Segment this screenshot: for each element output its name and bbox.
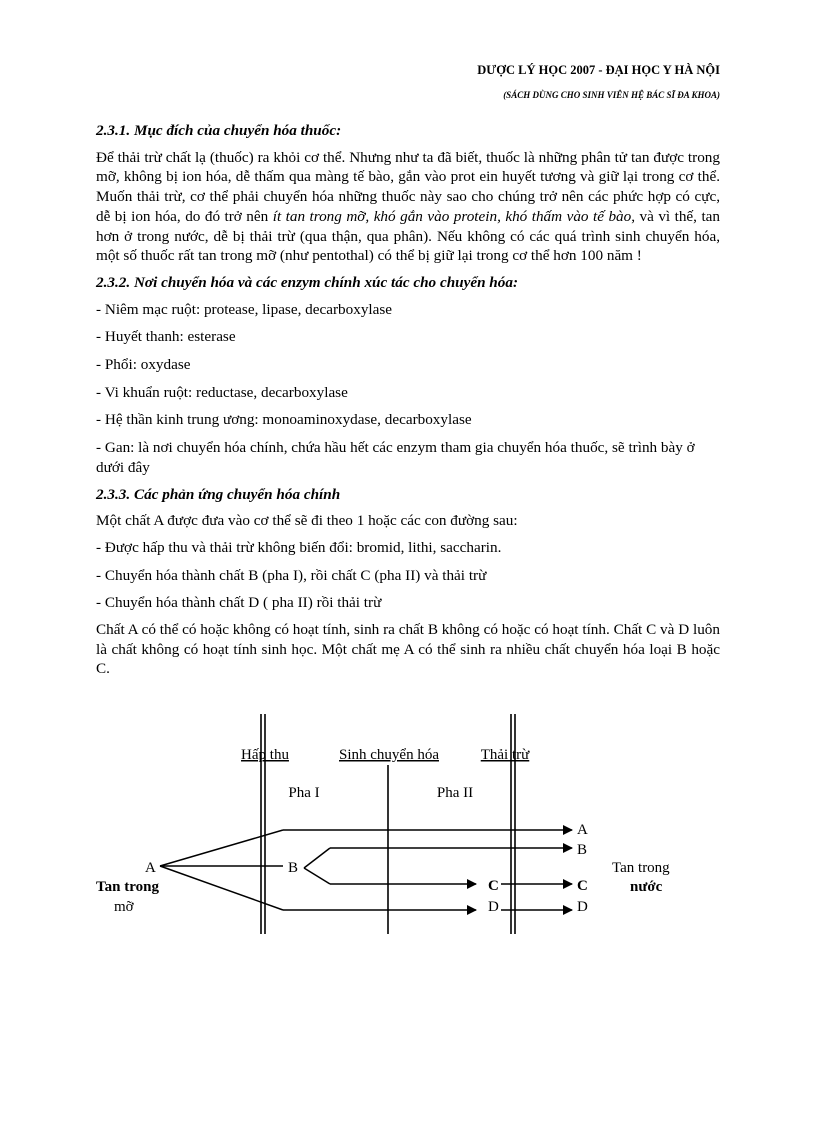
phase-1-label: Pha I (288, 785, 320, 801)
running-header-subtitle: (SÁCH DÙNG CHO SINH VIÊN HỆ BÁC SĨ ĐA KHOA) (503, 90, 720, 100)
list-item: - Gan: là nơi chuyển hóa chính, chứa hầu hết các enzym tham gia chuyển hóa thuốc, sẽ trình bày ở dưới đây (96, 439, 695, 476)
column-label-absorption: Hấp thu (241, 747, 289, 763)
section-heading-sites: 2.3.2. Nơi chuyển hóa và các enzym chính xúc tác cho chuyển hóa: (96, 273, 519, 291)
column-label-excretion: Thải trừ (480, 747, 530, 763)
output-b: B (577, 842, 588, 858)
list-item: - Huyết thanh: esterase (96, 328, 236, 346)
column-label-biotransformation: Sinh chuyển hóa (339, 747, 439, 763)
list-item: - Phổi: oxydase (96, 356, 191, 374)
reactions-closing-paragraph: Chất A có thể có hoặc không có hoạt tính, sinh ra chất B không có hoặc có hoạt tính. Chất C và D luôn là chất không có hoạt tính sinh học. Một chất mẹ A có thể sinh ra nhiều chất chuyển hóa loại B hoặc C. (96, 621, 720, 678)
b-fork-lines (304, 848, 330, 884)
list-item: - Chuyển hóa thành chất D ( pha II) rồi thải trừ (96, 594, 382, 612)
list-item: - Niêm mạc ruột: protease, lipase, decarboxylase (96, 300, 393, 318)
purpose-text-1: Để thải trừ chất lạ (thuốc) ra khỏi cơ thể. Nhưng như ta đã biết, thuốc là những phân tử tan được trong mỡ, không bị ion hóa, dễ thấm qua màng tế bào, gắn vào prot ein huyết tương và giữ lại trong cơ thể. Muốn thải trừ, cơ thể phải chuyển hóa những thuốc này sao cho chúng trở nên các phức hợp có cực, dễ bị ion hóa, do đó trở nên (96, 148, 720, 225)
list-item: - Hệ thần kinh trung ương: monoaminoxydase, decarboxylase (96, 411, 472, 429)
phase-2-label: Pha II (436, 785, 474, 801)
output-c: C (577, 878, 588, 894)
purpose-paragraph (96, 148, 720, 266)
node-b: B (288, 860, 299, 876)
output-d: D (577, 899, 588, 915)
body-content (96, 121, 720, 679)
lipid-soluble-label-2: mỡ (114, 899, 134, 915)
running-header-title: DƯỢC LÝ HỌC 2007 - ĐẠI HỌC Y HÀ NỘI (477, 63, 720, 77)
section-heading-purpose: 2.3.1. Mục đích của chuyển hóa thuốc: (96, 122, 342, 139)
purpose-text-italic: ít tan trong mỡ, khó gắn vào protein, khó thấm vào tế bào (272, 207, 632, 225)
node-a-source: A (145, 860, 156, 876)
biotransformation-diagram (0, 700, 816, 940)
lipid-soluble-label: Tan trong (96, 879, 159, 895)
reactions-intro: Một chất A được đưa vào cơ thể sẽ đi theo 1 hoặc các con đường sau: (96, 512, 518, 530)
water-soluble-label-2: nước (630, 879, 663, 895)
water-soluble-label: Tan trong (612, 860, 670, 876)
purpose-text-2: , và vì thế, tan hơn ở trong nước, dễ bị thải trừ (qua thận, qua phân). Nếu không có các quá trình sinh chuyển hóa, một số thuốc rất tan trong mỡ (như pentothal) có thể bị giữ lại trong cơ thể hơn 100 năm ! (96, 207, 720, 265)
node-d: D (488, 899, 499, 915)
node-c: C (488, 878, 499, 894)
list-item: - Chuyển hóa thành chất B (pha I), rồi chất C (pha II) và thải trừ (96, 566, 487, 584)
list-item: - Vi khuẩn ruột: reductase, decarboxylase (96, 383, 348, 401)
section-heading-reactions: 2.3.3. Các phản ứng chuyển hóa chính (96, 485, 341, 503)
output-a: A (577, 822, 588, 838)
list-item: - Được hấp thu và thải trừ không biến đổi: bromid, lithi, saccharin. (96, 538, 502, 556)
